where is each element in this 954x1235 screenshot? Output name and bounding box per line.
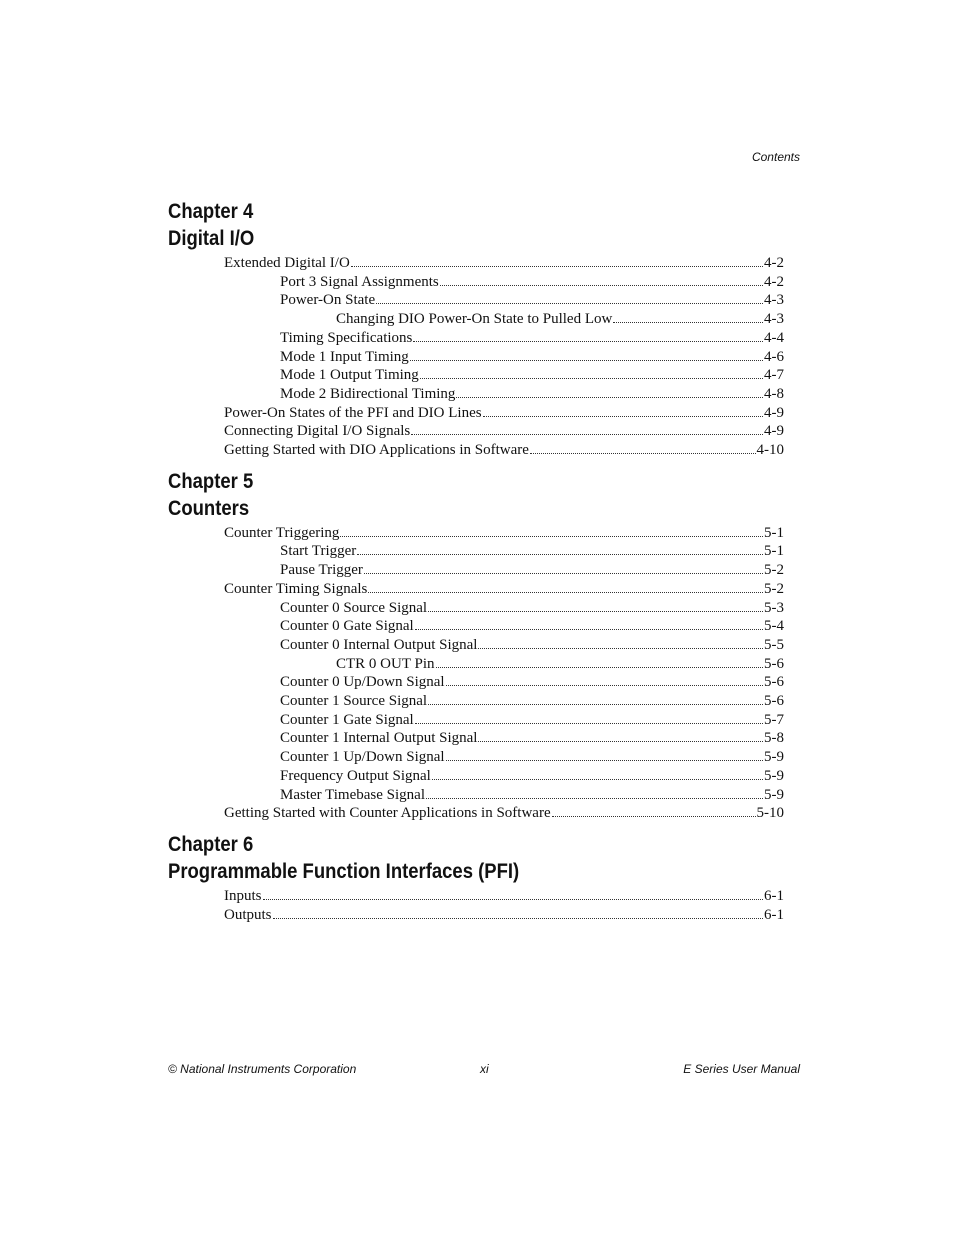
toc-entry-page: 5-3 [764, 599, 784, 616]
chapter-number: Chapter 6 [168, 832, 254, 856]
toc-entry-page: 4-9 [764, 423, 784, 440]
toc-entry-page: 5-9 [764, 786, 784, 803]
toc-entry[interactable] [280, 636, 784, 655]
toc-entry-title: Counter Timing Signals [224, 580, 368, 597]
toc-entry[interactable] [280, 748, 784, 767]
toc-entry-page: 4-3 [764, 292, 784, 309]
dot-leader [411, 423, 763, 435]
toc-entry-title: Getting Started with Counter Applications in Software [224, 805, 551, 822]
chapter-title: Counters [168, 496, 250, 520]
dot-leader [357, 543, 763, 555]
dot-leader [273, 907, 763, 919]
toc-entry[interactable] [280, 599, 784, 618]
dot-leader [446, 674, 763, 686]
toc-entry-page: 5-9 [764, 767, 784, 784]
dot-leader [440, 274, 763, 286]
toc-entry-list [168, 254, 788, 460]
dot-leader [413, 330, 763, 342]
toc-entry-page: 5-9 [764, 749, 784, 766]
chapter-section [168, 831, 788, 924]
toc-entry[interactable] [280, 542, 784, 561]
toc-entry-page: 5-6 [764, 674, 784, 691]
dot-leader [415, 712, 763, 724]
dot-leader [478, 637, 763, 649]
dot-leader [364, 562, 763, 574]
toc-entry[interactable] [224, 580, 784, 599]
toc-entry-list [168, 524, 788, 823]
toc-entry-page: 5-1 [764, 524, 784, 541]
toc-entry-page: 5-1 [764, 543, 784, 560]
toc-entry[interactable] [280, 617, 784, 636]
toc-entry[interactable] [280, 561, 784, 580]
running-head: Contents [751, 150, 800, 164]
chapter-section [168, 198, 788, 460]
toc-entry[interactable] [280, 291, 784, 310]
toc-entry-title: CTR 0 OUT Pin [336, 655, 435, 672]
dot-leader [415, 618, 763, 630]
toc-entry-title: Start Trigger [280, 543, 357, 560]
toc-entry-title: Frequency Output Signal [280, 767, 431, 784]
toc-entry[interactable] [280, 348, 784, 367]
dot-leader [376, 292, 763, 304]
dot-leader [456, 386, 763, 398]
toc-entry-page: 4-10 [756, 442, 784, 459]
toc-entry[interactable] [280, 329, 784, 348]
toc-entry-page: 4-7 [764, 367, 784, 384]
dot-leader [613, 311, 763, 323]
toc-entry-title: Counter 1 Internal Output Signal [280, 730, 478, 747]
chapter-title: Digital I/O [168, 227, 255, 250]
chapter-number: Chapter 5 [168, 469, 254, 493]
toc-entry-page: 4-8 [764, 385, 784, 402]
toc-entry[interactable] [224, 887, 784, 906]
table-of-contents [168, 198, 788, 932]
toc-entry[interactable] [280, 692, 784, 711]
toc-entry-title: Counter 0 Source Signal [280, 599, 428, 616]
dot-leader [410, 349, 763, 361]
toc-entry[interactable] [224, 524, 784, 543]
toc-entry[interactable] [224, 804, 784, 823]
dot-leader [478, 730, 763, 742]
toc-entry-title: Counter 1 Source Signal [280, 693, 428, 710]
chapter-title: Programmable Function Interfaces (PFI) [168, 859, 520, 883]
toc-entry-page: 5-6 [764, 693, 784, 710]
toc-entry-title: Counter 0 Up/Down Signal [280, 674, 445, 691]
toc-entry[interactable] [280, 767, 784, 786]
toc-entry-title: Changing DIO Power-On State to Pulled Low [336, 311, 613, 328]
dot-leader [428, 600, 763, 612]
toc-entry-page: 5-2 [764, 580, 784, 597]
dot-leader [351, 255, 763, 267]
toc-entry[interactable] [280, 366, 784, 385]
toc-entry[interactable] [280, 273, 784, 292]
chapter-section [168, 468, 788, 823]
toc-entry-title: Mode 2 Bidirectional Timing [280, 385, 456, 402]
toc-entry-page: 5-4 [764, 618, 784, 635]
toc-entry-title: Outputs [224, 906, 272, 923]
toc-entry[interactable] [224, 441, 784, 460]
toc-entry-title: Extended Digital I/O [224, 255, 350, 271]
toc-entry-title: Counter 1 Up/Down Signal [280, 749, 445, 766]
toc-entry-title: Power-On State [280, 292, 376, 309]
toc-entry-title: Counter 0 Gate Signal [280, 618, 414, 635]
toc-entry-page: 5-10 [756, 805, 784, 822]
toc-entry-page: 5-6 [764, 655, 784, 672]
toc-entry[interactable] [336, 310, 784, 329]
toc-entry-list [168, 887, 788, 924]
toc-entry-title: Mode 1 Output Timing [280, 367, 419, 384]
toc-entry-title: Port 3 Signal Assignments [280, 273, 439, 290]
toc-entry[interactable] [224, 254, 784, 273]
toc-entry-title: Master Timebase Signal [280, 786, 425, 803]
toc-entry-title: Counter 1 Gate Signal [280, 711, 414, 728]
toc-entry-title: Inputs [224, 887, 262, 904]
toc-entry[interactable] [280, 786, 784, 805]
toc-entry-title: Connecting Digital I/O Signals [224, 423, 411, 440]
toc-entry[interactable] [280, 673, 784, 692]
dot-leader [368, 581, 763, 593]
dot-leader [436, 656, 764, 668]
toc-entry[interactable] [280, 385, 784, 404]
toc-entry-title: Power-On States of the PFI and DIO Lines [224, 404, 482, 421]
toc-entry[interactable] [336, 655, 784, 674]
footer-manual-title: E Series User Manual [683, 1062, 800, 1076]
toc-entry[interactable] [224, 404, 784, 423]
toc-entry[interactable] [280, 729, 784, 748]
toc-entry-page: 5-7 [764, 711, 784, 728]
toc-entry[interactable] [224, 422, 784, 441]
dot-leader [428, 693, 763, 705]
dot-leader [340, 525, 763, 537]
dot-leader [552, 805, 756, 817]
toc-entry-page: 5-2 [764, 562, 784, 579]
toc-entry-page: 4-2 [764, 255, 784, 271]
toc-entry-page: 4-4 [764, 329, 784, 346]
dot-leader [432, 768, 763, 780]
dot-leader [426, 787, 763, 799]
toc-entry-title: Timing Specifications [280, 329, 413, 346]
toc-entry-title: Getting Started with DIO Applications in Software [224, 442, 529, 459]
toc-entry-page: 5-8 [764, 730, 784, 747]
dot-leader [530, 442, 756, 454]
toc-entry-page: 5-5 [764, 636, 784, 653]
toc-entry-page: 6-1 [764, 887, 784, 904]
toc-entry-page: 4-6 [764, 348, 784, 365]
toc-entry-page: 4-3 [764, 311, 784, 328]
footer-copyright: © National Instruments Corporation [168, 1062, 357, 1076]
toc-entry-title: Pause Trigger [280, 562, 363, 579]
dot-leader [446, 749, 763, 761]
dot-leader [483, 405, 763, 417]
toc-entry[interactable] [224, 906, 784, 925]
toc-entry-page: 6-1 [764, 906, 784, 923]
toc-entry-title: Counter Triggering [224, 524, 340, 541]
toc-entry-title: Counter 0 Internal Output Signal [280, 636, 478, 653]
footer-page-number: xi [480, 1062, 489, 1076]
toc-entry[interactable] [280, 711, 784, 730]
toc-entry-title: Mode 1 Input Timing [280, 348, 409, 365]
chapter-number: Chapter 4 [168, 200, 254, 223]
toc-entry-page: 4-2 [764, 273, 784, 290]
dot-leader [420, 367, 763, 379]
dot-leader [263, 888, 764, 900]
toc-entry-page: 4-9 [764, 404, 784, 421]
